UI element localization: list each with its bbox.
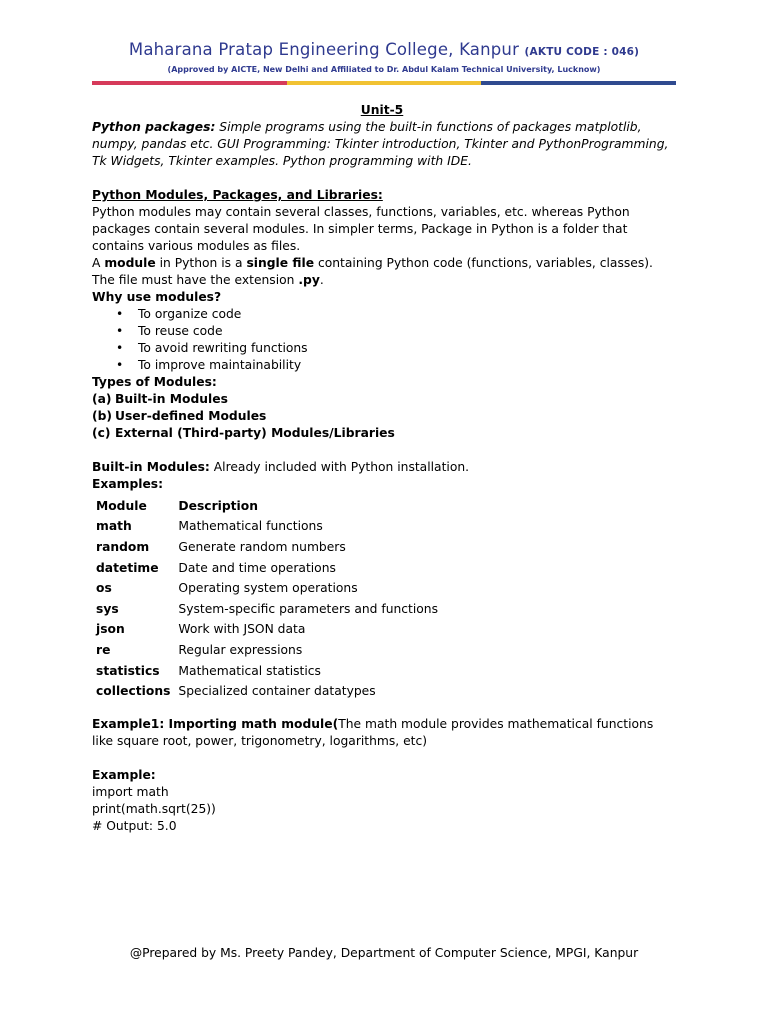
paragraph-extension [92,272,672,289]
table-cell: Operating system operations [178,581,358,596]
example1-label: Example1: Importing math module( [92,716,339,731]
table-cell: Generate random numbers [178,539,346,554]
table-cell: json [96,622,125,637]
list-item: • To improve maintainability [138,357,672,374]
unit-title: Unit-5 [360,103,404,117]
list-item [92,425,672,442]
table-cell: datetime [96,560,159,575]
table-header-cell: Module [96,498,147,513]
table-cell: collections [96,684,171,699]
list-item [92,408,672,425]
list-marker: (c) [92,426,111,440]
code-line: import math [92,784,169,799]
college-name-line [92,40,676,62]
list-item: • To reuse code [138,323,672,340]
intro-text: Simple programs using the built-in functions of packages matplotlib, numpy, pandas etc. GUI Programming: Tkinter introduction, Tkinter and PythonProgramming, Tk Widgets, Tkinter examples. Python programming with IDE. [92,120,669,168]
why-modules-list [92,306,672,374]
bold-term-extension: .py [298,273,320,287]
code-line: # Output: 5.0 [92,818,177,833]
list-marker: (b) [92,409,113,423]
list-text: Built-in Modules [115,392,228,406]
example-heading [92,767,672,784]
code-block [92,784,672,835]
approval-line: (Approved by AICTE, New Delhi and Affiliated to Dr. Abdul Kalam Technical University, Lucknow) [167,65,601,74]
page-body [92,102,672,835]
types-heading [92,374,672,391]
unit-intro [92,119,672,170]
table-cell: Work with JSON data [178,622,306,637]
table-cell: Regular expressions [178,642,303,657]
types-title: Types of Modules: [92,375,217,389]
examples-heading [92,476,672,493]
why-modules-title: Why use modules? [92,290,222,304]
rule-segment-blue [481,81,676,85]
list-text: External (Third-party) Modules/Libraries [115,426,395,440]
paragraph-modules-packages: Python modules may contain several classes, functions, variables, etc. whereas Python packages contain several modules. In simpler terms, Package in Python is a folder that contains various modules as files. [92,205,630,253]
table-cell: statistics [96,663,160,678]
text-run: The file must have the extension [92,273,299,287]
table-row [92,661,442,682]
table-row [92,599,442,620]
table-cell: System-specific parameters and functions [178,601,439,616]
list-item [92,391,672,408]
list-text: User-defined Modules [115,409,267,423]
rule-segment-red [92,81,287,85]
example1-text: The math module provides mathematical functions like square root, power, trigonometry, logarithms, etc) [92,716,654,748]
rule-segment-yellow [287,81,482,85]
table-cell: random [96,539,150,554]
table-header-row [92,496,442,517]
builtin-paragraph [92,459,672,476]
table-row [92,558,442,579]
why-modules-heading [92,289,672,306]
table-cell: sys [96,601,119,616]
header-color-rule [92,81,676,85]
table-cell: math [96,519,132,534]
table-row [92,640,442,661]
list-marker: (a) [92,392,112,406]
college-code: (AKTU CODE : 046) [524,46,640,58]
page-footer: @Prepared by Ms. Preety Pandey, Department of Computer Science, MPGI, Kanpur [129,946,639,960]
table-row [92,620,442,641]
example1-paragraph [92,716,672,750]
table-row [92,517,442,538]
letterhead [92,40,676,85]
builtin-text: Already included with Python installation. [209,460,470,474]
bold-term-single-file: single file [246,256,315,270]
table-cell: Mathematical statistics [178,663,321,678]
section-title: Python Modules, Packages, and Libraries: [92,188,383,202]
text-run: A [92,256,105,270]
text-run: . [319,273,324,287]
table-cell: Specialized container datatypes [178,684,376,699]
modules-table [92,496,442,702]
table-cell: Date and time operations [178,560,336,575]
table-row [92,578,442,599]
code-line: print(math.sqrt(25)) [92,801,216,816]
table-cell: Mathematical functions [178,519,323,534]
builtin-label: Built-in Modules: [92,460,210,474]
list-item: • To avoid rewriting functions [138,340,672,357]
table-row [92,681,442,702]
types-list [92,391,672,442]
table-row [92,537,442,558]
table-cell: re [96,642,111,657]
table-header-cell: Description [178,498,258,513]
text-run: containing Python code (functions, variables, classes). [314,256,653,270]
list-item: • To organize code [138,306,672,323]
examples-label: Examples: [92,477,164,491]
text-run: in Python is a [155,256,247,270]
college-name: Maharana Pratap Engineering College, Kanpur [128,40,520,59]
intro-label: Python packages: [92,120,216,134]
table-cell: os [96,581,112,596]
paragraph-module-definition [92,255,672,272]
bold-term-module: module [104,256,156,270]
example-label: Example: [92,767,156,782]
